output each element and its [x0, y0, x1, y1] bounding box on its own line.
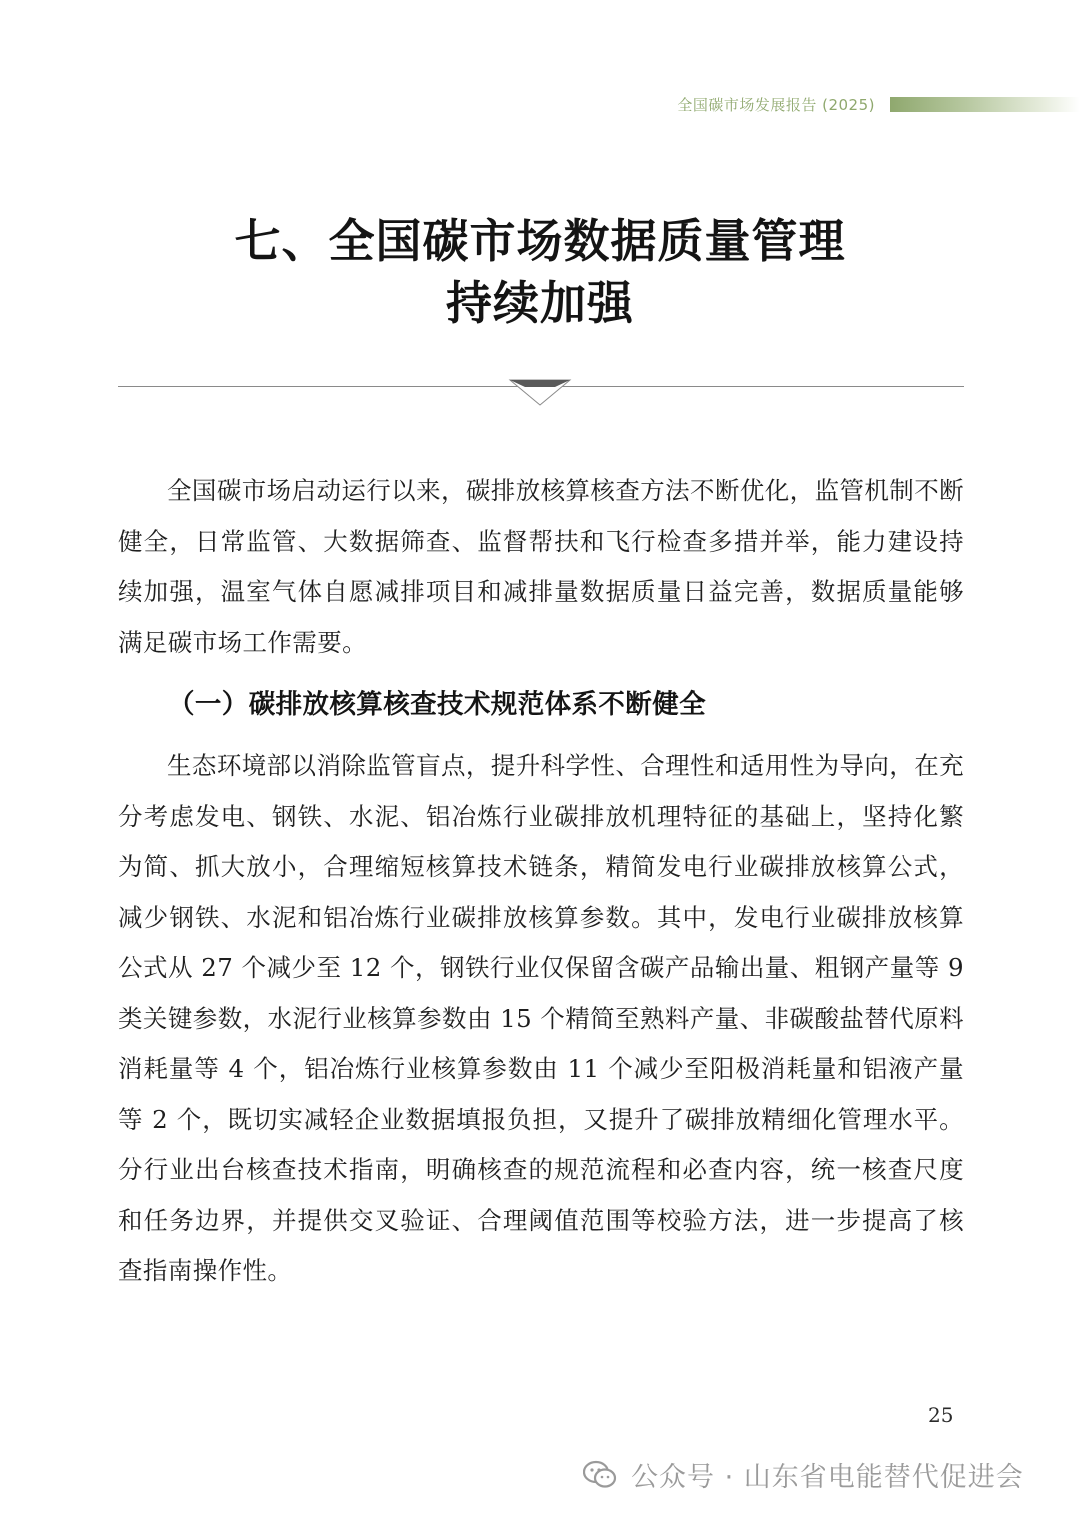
wechat-icon — [583, 1460, 617, 1490]
section-paragraph: 生态环境部以消除监管盲点，提升科学性、合理性和适用性为导向，在充分考虑发电、钢铁、水泥、铝冶炼行业碳排放机理特征的基础上，坚持化繁为简、抓大放小，合理缩短核算技术链条，精简发电行业碳排放核算公式，减少钢铁、水泥和铝冶炼行业碳排放核算参数。其中，发电行业碳排放核算公式从 27 个减少至 12 个，钢铁行业仅保留含碳产品输出量、粗钢产量等 9 类关键参数，水泥行业核算参数由 15 个精简至熟料产量、非碳酸盐替代原料消耗量等 4 个，铝冶炼行业核算参数由 11 个减少至阳极消耗量和铝液产量等 2 个，既切实减轻企业数据填报负担，又提升了碳排放精细化管理水平。分行业出台核查技术指南，明确核查的规范流程和必查内容，统一核查尺度和任务边界，并提供交叉验证、合理阈值范围等校验方法，进一步提高了核查指南操作性。 — [118, 751, 964, 1285]
chapter-title — [0, 210, 1080, 334]
watermark — [583, 1455, 1024, 1494]
header-accent-bar — [890, 97, 1080, 112]
chapter-title-line-1: 七、全国碳市场数据质量管理 — [234, 214, 846, 268]
watermark-text: 公众号 · 山东省电能替代促进会 — [631, 1462, 1024, 1493]
divider-triangle-ornament — [505, 378, 575, 408]
running-header: 全国碳市场发展报告 (2025) — [677, 96, 875, 114]
chapter-title-line-2: 持续加强 — [446, 276, 634, 330]
section-heading: （一）碳排放核算核查技术规范体系不断健全 — [168, 689, 706, 720]
page-number: 25 — [928, 1403, 954, 1427]
intro-paragraph: 全国碳市场启动运行以来，碳排放核算核查方法不断优化，监管机制不断健全，日常监管、大数据筛查、监督帮扶和飞行检查多措并举，能力建设持续加强，温室气体自愿减排项目和减排量数据质量日益完善，数据质量能够满足碳市场工作需要。 — [118, 476, 964, 657]
main-content — [118, 466, 964, 1297]
